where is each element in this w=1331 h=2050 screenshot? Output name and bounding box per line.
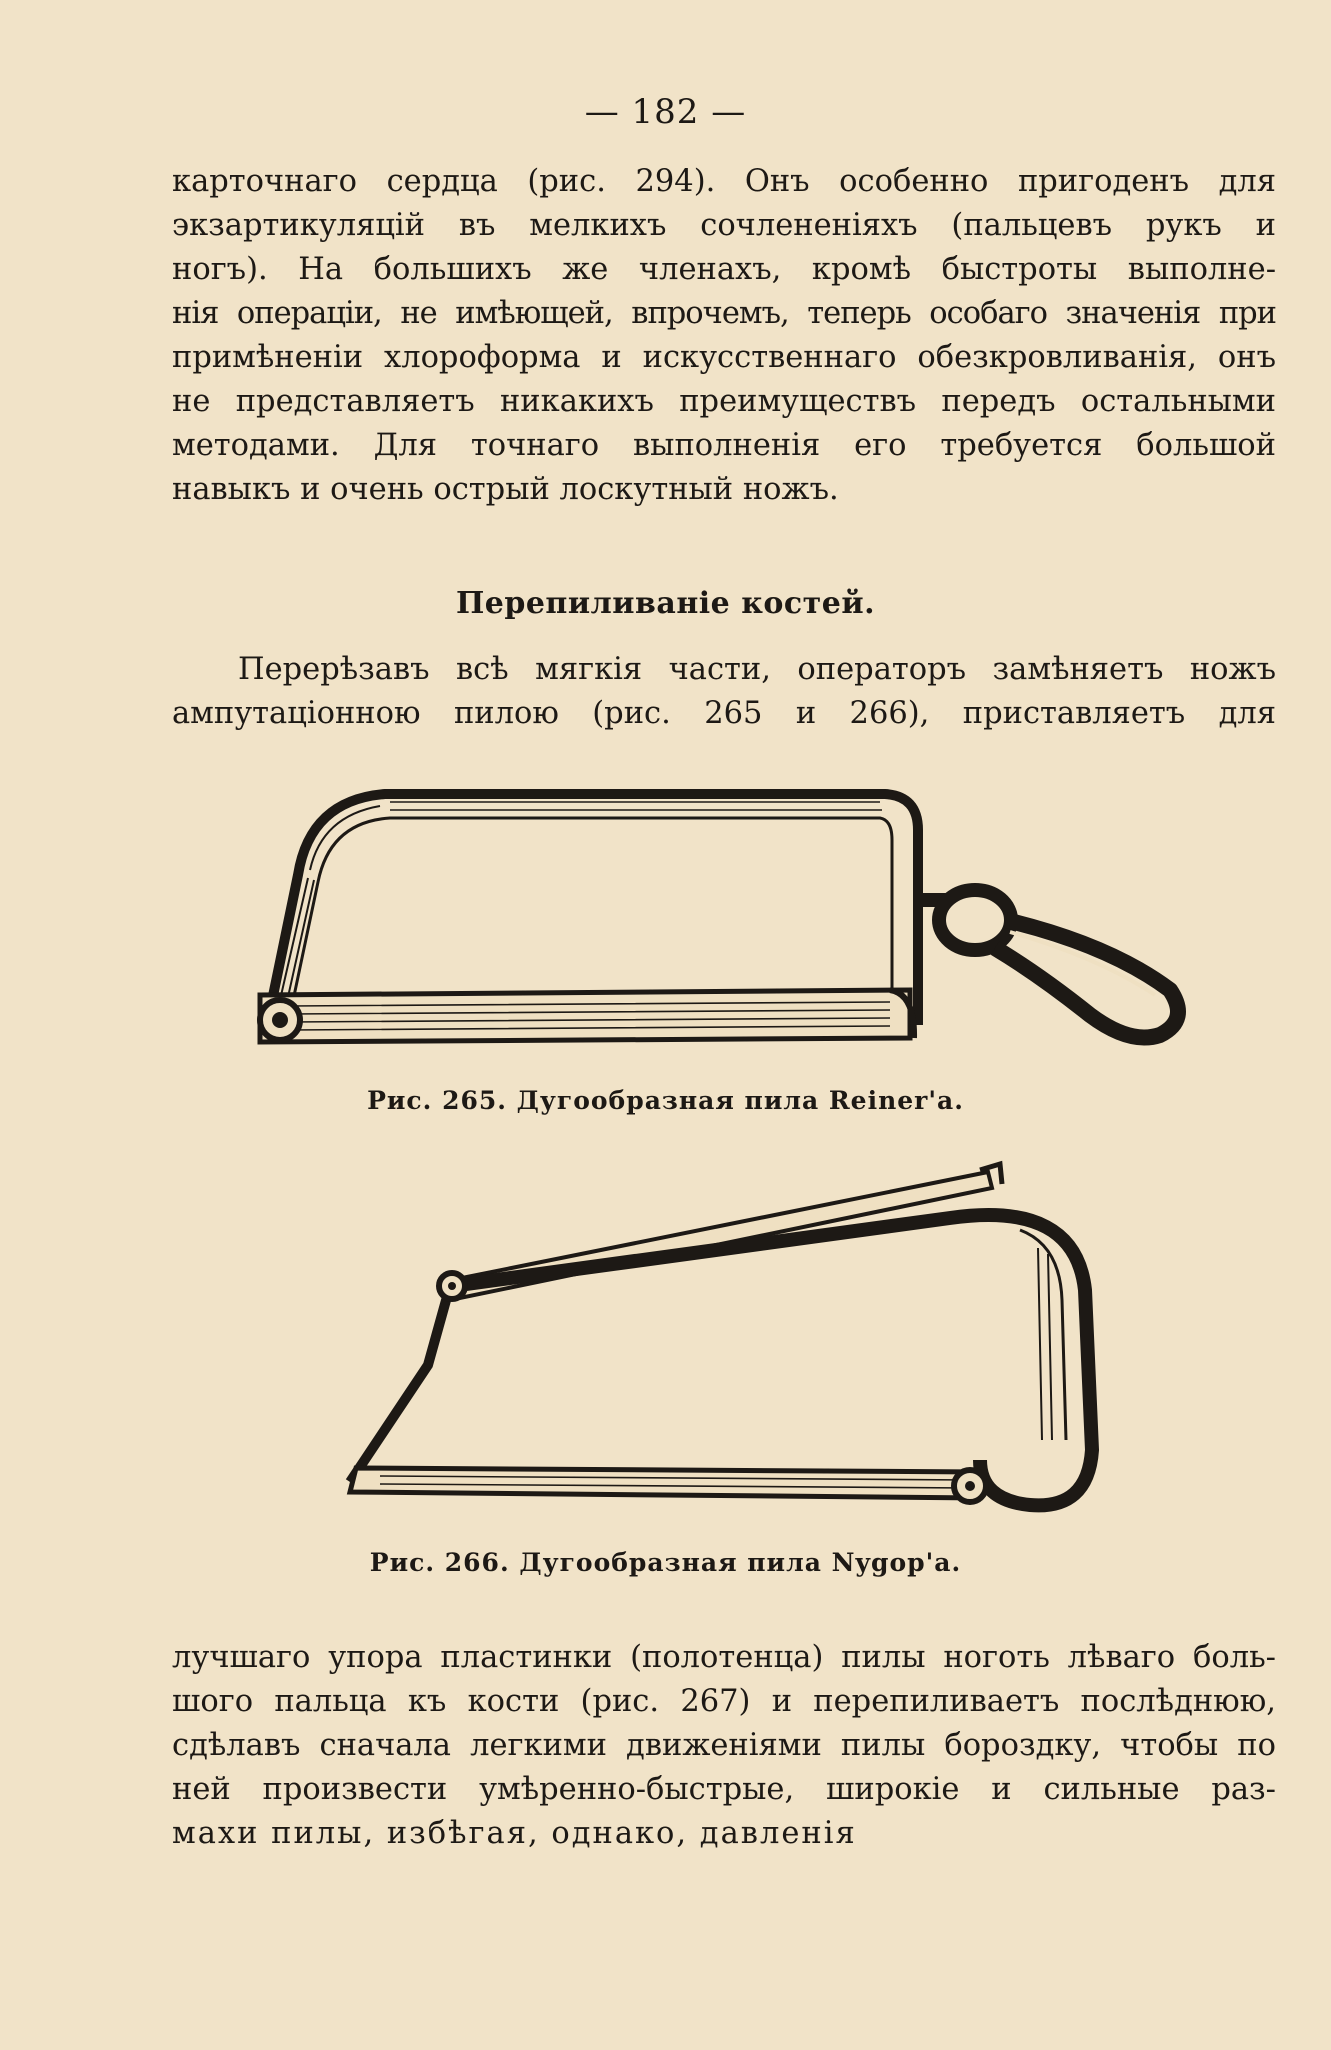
paragraph-top: [172, 160, 1276, 512]
text-line: Перерѣзавъ всѣ мягкія части, операторъ замѣняетъ ножъ: [238, 652, 1276, 687]
text-line: шого пальца къ кости (рис. 267) и перепиливаетъ послѣднюю,: [172, 1684, 1276, 1719]
text-line: лучшаго упора пластинки (полотенца) пилы ноготь лѣваго боль-: [172, 1640, 1276, 1675]
section-heading: Перепиливаніе костей.: [455, 586, 876, 621]
text-line: нія операціи, не имѣющей, впрочемъ, теперь особаго значенія при: [172, 296, 1276, 331]
saw-reiner-icon: [250, 780, 1190, 1050]
figure-265-saw-illustration: [250, 780, 1190, 1050]
text-line: ней произвести умѣренно-быстрые, широкіе и сильные раз-: [172, 1772, 1276, 1807]
text-line: экзартикуляцій въ мелкихъ сочлененіяхъ (пальцевъ рукъ и: [172, 208, 1276, 243]
text-line: не представляетъ никакихъ преимуществъ передъ остальными: [172, 384, 1276, 419]
paragraph-middle: [172, 648, 1276, 736]
text-line: карточнаго сердца (рис. 294). Онъ особенно пригоденъ для: [172, 164, 1276, 199]
paragraph-bottom: [172, 1636, 1276, 1856]
saw-nygop-icon: [340, 1150, 1120, 1520]
text-line: сдѣлавъ сначала легкими движеніями пилы бороздку, чтобы по: [172, 1728, 1276, 1763]
text-line: примѣненіи хлороформа и искусственнаго обезкровливанія, онъ: [172, 340, 1276, 375]
text-line: махи пилы, избѣгая, однако, давленія: [172, 1816, 857, 1851]
page-number: — 182 —: [584, 92, 747, 132]
figure-266-saw-illustration: [340, 1150, 1120, 1520]
text-line: ампутаціонною пилою (рис. 265 и 266), приставляетъ для: [172, 696, 1276, 731]
figure-266-caption: Рис. 266. Дугообразная пила Nygop'a.: [369, 1548, 962, 1577]
text-line: методами. Для точнаго выполненія его требуется большой: [172, 428, 1276, 463]
text-line: ногъ). На большихъ же членахъ, кромѣ быстроты выполне-: [172, 252, 1276, 287]
figure-265-caption: Рис. 265. Дугообразная пила Reiner'a.: [367, 1086, 964, 1115]
text-line: навыкъ и очень острый лоскутный ножъ.: [172, 472, 839, 507]
